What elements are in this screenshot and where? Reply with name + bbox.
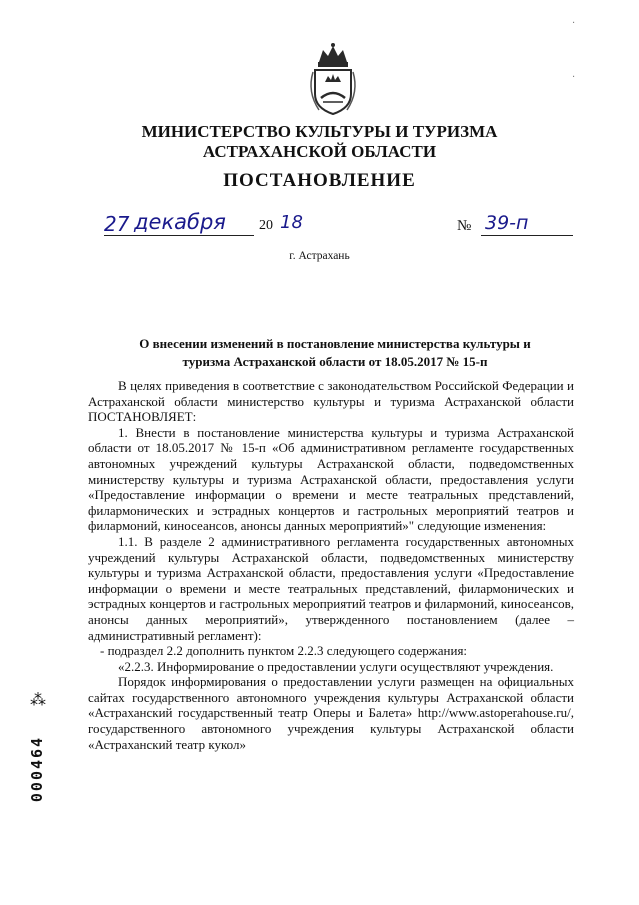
number-underline	[481, 235, 573, 236]
ministry-line-2: АСТРАХАНСКОЙ ОБЛАСТИ	[202, 142, 437, 161]
date-month: декабря	[134, 210, 226, 234]
date-day: 27	[104, 212, 130, 236]
sheet-number: 000464	[28, 735, 46, 803]
document-type-title: ПОСТАНОВЛЕНИЕ	[223, 170, 416, 191]
number-value: 39-п	[485, 212, 529, 234]
ministry-line-1: МИНИСТЕРСТВО КУЛЬТУРЫ И ТУРИЗМА	[141, 122, 498, 141]
date-year-prefix: 20	[259, 218, 273, 233]
date-underline	[104, 235, 254, 236]
paragraph-item-1-1: 1.1. В разделе 2 административного регламента государственных автономных учреждений культуры Астраханской области, подведомственных министерству культуры и туризма Астраханской области, предоставления услуги «Предоставление информации о времени и месте театральных представлений, филармонических и эстрадных концертов и гастрольных мероприятий театров и филармоний, киносеансов, анонсы данных мероприятий», утвержденного постановлением (далее – административный регламент):	[88, 533, 574, 643]
subject-line-1: О внесении изменений в постановление министерства культуры и	[139, 336, 531, 351]
paragraph-information-procedure: Порядок информирования о предоставлении услуги размещен на официальных сайтах государственного автономного учреждения культуры Астраханской области «Астраханский государственный театр Оперы и Балета» http://www.astoperahouse.ru/, государственного автономного учреждения культуры Астраханской области «Астраханский театр кукол»	[88, 674, 574, 752]
scan-mark-icon: ·	[572, 72, 576, 83]
number-sign: №	[457, 218, 472, 234]
scan-mark-icon: ·	[572, 18, 576, 29]
coat-of-arms-icon	[305, 42, 361, 116]
asterism-icon: ⁂	[30, 690, 46, 709]
document-subject	[110, 335, 560, 371]
city-name: г. Астрахань	[289, 250, 350, 262]
document-body	[88, 378, 574, 752]
paragraph-preamble: В целях приведения в соответствие с законодательством Российской Федерации и Астраханской области министерство культуры и туризма Астраханской области ПОСТАНОВЛЯЕТ:	[88, 378, 574, 425]
date-year-suffix: 18	[280, 212, 303, 233]
paragraph-subsection: - подраздел 2.2 дополнить пунктом 2.2.3 следующего содержания:	[100, 643, 468, 659]
document-number	[457, 212, 577, 238]
paragraph-item-1: 1. Внести в постановление министерства культуры и туризма Астраханской области от 18.05.2017 № 15-п «Об административном регламенте государственных автономных учреждений культуры Астраханской области, подведомственных министерству культуры и туризма Астраханской области, предоставления услуги «Предоставление информации о времени и месте театральных представлений, филармонических и эстрадных концертов и гастрольных мероприятий театров и филармоний, киносеансов, анонсы данных мероприятий»" следующие изменения:	[88, 424, 574, 534]
paragraph-clause-2-2-3: «2.2.3. Информирование о предоставлении услуги осуществляют учреждения.	[118, 658, 554, 674]
margin-stamp	[22, 690, 52, 820]
subject-line-2: туризма Астраханской области от 18.05.2017 № 15-п	[182, 354, 488, 369]
ministry-name	[0, 122, 639, 162]
document-date	[104, 212, 304, 238]
